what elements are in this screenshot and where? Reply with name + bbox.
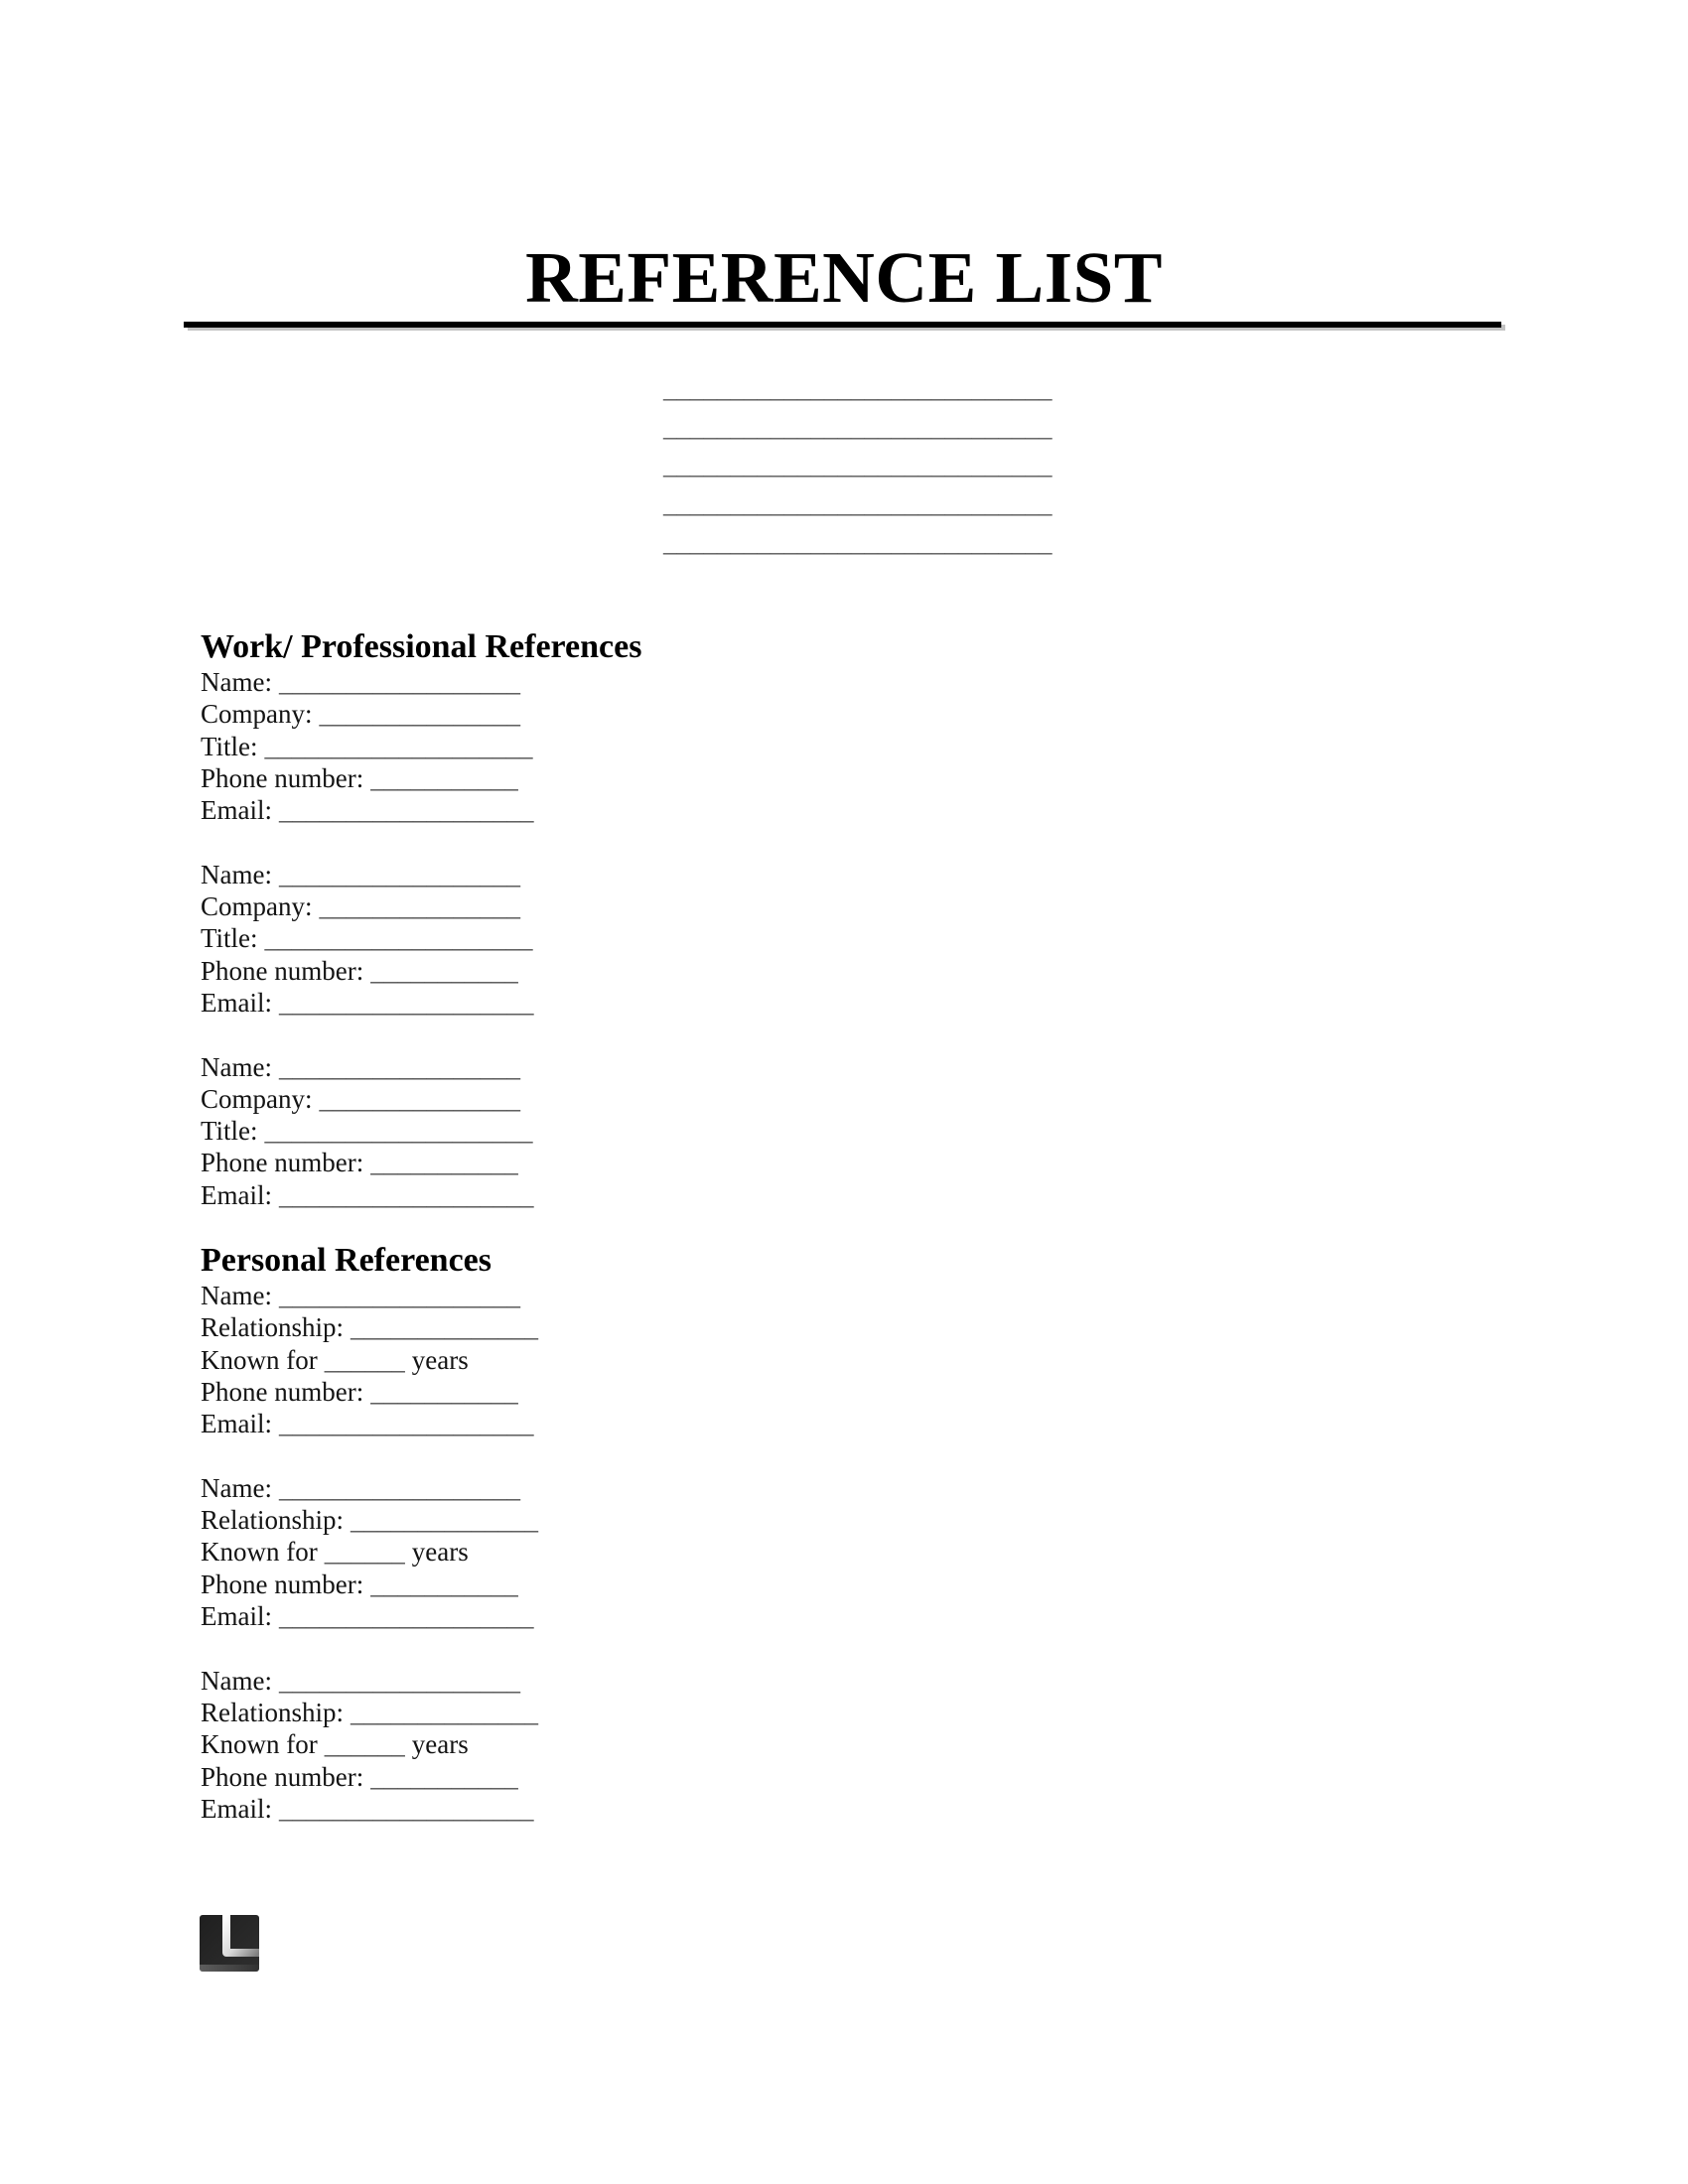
field-line xyxy=(201,1504,641,1536)
field-label: Title: xyxy=(201,1116,258,1147)
field-line xyxy=(201,1569,641,1600)
blank-line: _______________ xyxy=(319,891,520,922)
blank-line: _____________________________ xyxy=(663,488,1053,519)
blank-line: ___________________ xyxy=(278,1179,534,1210)
field-label: Known for xyxy=(201,1729,318,1760)
blank-line: ___________ xyxy=(370,1761,518,1792)
personal-reference-block-3 xyxy=(201,1665,641,1825)
letter-L-logo xyxy=(200,1915,259,1972)
field-suffix: years xyxy=(411,1537,469,1568)
blank-line: ______________ xyxy=(351,1505,538,1536)
field-label: Title: xyxy=(201,923,258,954)
field-label: Phone number: xyxy=(201,762,364,793)
field-label: Name: xyxy=(201,1051,272,1082)
field-label: Email: xyxy=(201,1793,272,1824)
field-line xyxy=(201,794,641,826)
header-blank-lines xyxy=(663,369,1053,562)
field-label: Title: xyxy=(201,731,258,761)
title-underline-rule xyxy=(184,322,1501,328)
field-label: Relationship: xyxy=(201,1697,344,1727)
field-line xyxy=(201,955,641,987)
field-line xyxy=(201,1147,641,1178)
blank-line: _____________________________ xyxy=(663,373,1053,403)
field-line xyxy=(201,762,641,794)
blank-line: ___________ xyxy=(370,1148,518,1178)
field-label: Name: xyxy=(201,1472,272,1503)
field-label: Name: xyxy=(201,1665,272,1696)
field-label: Relationship: xyxy=(201,1312,344,1343)
field-suffix: years xyxy=(411,1729,469,1760)
section-personal-references xyxy=(201,1242,641,1825)
document-body xyxy=(201,628,641,1825)
field-line xyxy=(201,1051,641,1083)
field-label: Known for xyxy=(201,1537,318,1568)
blank-line: ___________ xyxy=(370,1376,518,1407)
field-line xyxy=(201,1179,641,1211)
field-label: Phone number: xyxy=(201,1376,364,1407)
field-line xyxy=(201,1536,641,1568)
field-line xyxy=(201,1280,641,1311)
blank-line: ___________ xyxy=(370,762,518,793)
field-line xyxy=(201,1728,641,1760)
field-label: Phone number: xyxy=(201,1761,364,1792)
field-suffix: years xyxy=(411,1344,469,1375)
blank-line: __________________ xyxy=(278,1281,520,1311)
field-label: Phone number: xyxy=(201,955,364,986)
field-line xyxy=(201,1083,641,1115)
blank-line: _____________________________ xyxy=(663,526,1053,557)
field-line xyxy=(201,987,641,1019)
field-label: Company: xyxy=(201,891,313,922)
field-label: Name: xyxy=(201,667,272,697)
field-label: Name: xyxy=(201,859,272,889)
field-label: Known for xyxy=(201,1344,318,1375)
blank-line: ___________________ xyxy=(278,1793,534,1824)
field-label: Phone number: xyxy=(201,1148,364,1178)
page-title: REFERENCE LIST xyxy=(525,237,1163,318)
field-line xyxy=(201,698,641,730)
section-heading-work: Work/ Professional References xyxy=(201,628,642,665)
work-reference-block-2 xyxy=(201,859,641,1019)
brand-logo xyxy=(200,1915,259,1972)
blank-line: _____________________________ xyxy=(663,411,1053,442)
blank-line: ___________ xyxy=(370,955,518,986)
blank-line: ______________ xyxy=(351,1312,538,1343)
field-line xyxy=(201,1793,641,1825)
blank-line: ___________________ xyxy=(278,987,534,1018)
personal-reference-block-1 xyxy=(201,1280,641,1439)
field-line xyxy=(201,890,641,922)
field-label: Email: xyxy=(201,1601,272,1632)
blank-line: _______________ xyxy=(319,699,520,730)
blank-line: ______________ xyxy=(351,1697,538,1727)
field-line xyxy=(201,1408,641,1439)
field-line xyxy=(201,1344,641,1376)
field-line xyxy=(201,922,641,954)
field-label: Email: xyxy=(201,795,272,826)
blank-line: __________________ xyxy=(278,1665,520,1696)
field-label: Email: xyxy=(201,1179,272,1210)
blank-line: ___________________ xyxy=(278,795,534,826)
blank-line: ______ xyxy=(324,1729,405,1760)
field-line xyxy=(201,666,641,698)
blank-line: _______________ xyxy=(319,1083,520,1114)
field-line xyxy=(201,1376,641,1408)
field-line xyxy=(201,859,641,890)
field-label: Phone number: xyxy=(201,1569,364,1599)
field-label: Company: xyxy=(201,699,313,730)
section-heading-personal: Personal References xyxy=(201,1242,492,1280)
blank-line: ____________________ xyxy=(264,923,533,954)
field-line xyxy=(201,731,641,762)
field-line xyxy=(201,1600,641,1632)
blank-line: ______ xyxy=(324,1344,405,1375)
blank-line: ___________________ xyxy=(278,1601,534,1632)
field-label: Email: xyxy=(201,987,272,1018)
blank-line: ____________________ xyxy=(264,731,533,761)
field-line xyxy=(201,1665,641,1697)
work-reference-block-1 xyxy=(201,666,641,826)
blank-line: __________________ xyxy=(278,1051,520,1082)
blank-line: ____________________ xyxy=(264,1116,533,1147)
blank-line: ___________ xyxy=(370,1569,518,1599)
blank-line: ___________________ xyxy=(278,1409,534,1439)
field-line xyxy=(201,1472,641,1504)
field-label: Name: xyxy=(201,1281,272,1311)
field-label: Email: xyxy=(201,1409,272,1439)
field-line xyxy=(201,1311,641,1343)
field-line xyxy=(201,1697,641,1728)
section-work-references xyxy=(201,628,641,1211)
field-label: Company: xyxy=(201,1083,313,1114)
blank-line: __________________ xyxy=(278,667,520,697)
field-line xyxy=(201,1761,641,1793)
blank-line: _____________________________ xyxy=(663,450,1053,480)
blank-line: __________________ xyxy=(278,859,520,889)
blank-line: __________________ xyxy=(278,1472,520,1503)
personal-reference-block-2 xyxy=(201,1472,641,1632)
field-line xyxy=(201,1115,641,1147)
work-reference-block-3 xyxy=(201,1051,641,1211)
field-label: Relationship: xyxy=(201,1505,344,1536)
blank-line: ______ xyxy=(324,1537,405,1568)
